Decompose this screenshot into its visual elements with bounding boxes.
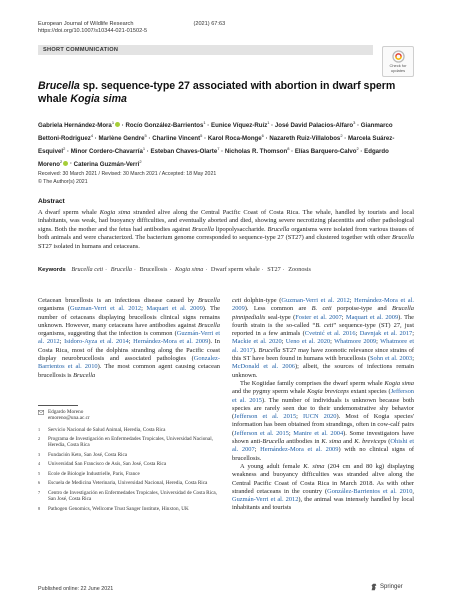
section-label: SHORT COMMUNICATION xyxy=(43,46,119,53)
keyword: ST27 xyxy=(267,266,281,273)
author[interactable]: Elías Barquero-Calvo$^2$ xyxy=(294,145,359,155)
abstract-heading: Abstract xyxy=(38,198,65,205)
keyword: Kogia sima xyxy=(174,266,204,273)
citation-link[interactable]: Whatmore 2009 xyxy=(334,338,377,346)
citation-link[interactable]: Hernández-Mora et al. 2009 xyxy=(260,446,339,454)
body-paragraph: ceti dolphin-type (Guzman-Verri et al. 2012; Hernández-Mora et al. 2009). Less common are B. ceti porpoise-type and Brucella pinnipedialis seal-type (Foster et al. 2007; Maquart et al. 2009). The fourth strain is the so-called “B. ceti” sequence-type (ST) 27, just reported in a few animals (Cvetnić et al. 2016; Davnjak et al. 2017; Mackie et al. 2020; Ueno et al. 2020; Whatmore 2009; Whatmore et al. 2017). Brucella ST27 may have zoonotic relevance since strains of this ST have been found in humans with brucellosis (Sohn et al. 2003; McDonald et al. 2006); albeit, the sources of infections remain unknown. xyxy=(232,297,415,379)
affiliation-item: 2 Programa de Investigación en Enfermedades Tropicales, Universidad Nacional, Heredia, Costa Rica xyxy=(38,436,213,449)
author[interactable]: Rocío González-Barrientos$^1$ xyxy=(125,120,206,130)
citation-link[interactable]: IUCN 2020 xyxy=(303,413,337,421)
citation-link[interactable]: González-Barrientos et al. 2010 xyxy=(327,487,413,495)
affiliation-item: 8 Pathogen Genomics, Wellcome Trust Sanger Institute, Hinxton, UK xyxy=(38,505,189,512)
citation-link[interactable]: Cvetnić et al. 2016 xyxy=(304,330,356,338)
author[interactable]: Gianmarco Bettoni-Rodriguez$^4$ xyxy=(38,122,393,142)
author[interactable]: Nazareth Ruiz-Villalobos$^2$ xyxy=(269,132,343,142)
citation-link[interactable]: Maquart et al. 2009 xyxy=(146,305,203,313)
citation-link[interactable]: Ohishi et al. 2007 xyxy=(232,438,414,454)
citation-link[interactable]: Manire et al. 2004 xyxy=(293,429,344,437)
article-dates xyxy=(38,171,216,186)
copyright: © The Author(s) 2021 xyxy=(38,178,88,185)
affiliation-item: 7 Centro de Investigación en Enfermedades Tropicales, Universidad de Costa Rica, San José, Costa Rica xyxy=(38,489,217,503)
citation-link[interactable]: Guzmán-Verri et al. 2012 xyxy=(38,330,220,346)
citation-link[interactable]: Guzmán-Verri et al. 2012 xyxy=(232,496,299,504)
citation-link[interactable]: Davnjak et al. 2017 xyxy=(359,330,413,338)
orcid-icon[interactable] xyxy=(63,161,68,166)
body-paragraph: The Kogiidae family comprises the dwarf sperm whale Kogia sima and the pygmy sperm whale Kogia breviceps extant species (Jefferson et al. 2015). The number of individuals is unknown because both species are rarely seen due to their undemonstrative shy behavior (Jefferson et al. 2015; IUCN 2020). Most of Kogia species' information has been obtained from strandings, often in cow-calf pairs (Jefferson et al. 2015; Manire et al. 2004). Some investigators have shown anti-Brucella antibodies in K. sima and K. breviceps (Ohishi et al. 2007; Hernández-Mora et al. 2009) with no clinical signs of brucellosis. xyxy=(232,379,415,462)
body-column-left xyxy=(38,297,220,380)
author[interactable]: Charline Vincent$^5$ xyxy=(152,132,203,142)
citation-link[interactable]: Mackie et al. 2020 xyxy=(232,338,282,346)
keyword: Brucella xyxy=(110,266,133,273)
affiliation-item: 5 Ecole de Biologie Industrielle, Paris, France xyxy=(38,470,140,477)
citation-link[interactable]: Maquart et al. 2009 xyxy=(345,313,399,321)
citation-link[interactable]: Foster et al. 2007 xyxy=(295,313,342,321)
keywords: Keywords Brucella ceti · Brucella · Brucellosis · Kogia sima · Dwarf sperm whale · ST27 · Zoonosis xyxy=(38,266,311,273)
body-column-right xyxy=(232,297,414,513)
keyword: Brucellosis xyxy=(139,266,168,273)
body-paragraph: Cetacean brucellosis is an infectious disease caused by Brucella organisms (Guzman-Verri et al. 2012; Maquart et al. 2009). The number of cetaceans displaying brucellosis clinical signs remains unknown. However, many cetaceans have antibodies against Brucella organisms, suggesting that the infection is common (Guzmán-Verri et al. 2012; Isidoro-Ayza et al. 2014; Hernández-Mora et al. 2009). In Costa Rica, most of the dolphins stranding along the Pacific coast display neurobrucellosis and associated pathologies (Gonzalez-Barrientos et al. 2010). The most common agent causing cetacean brucellosis is Brucella xyxy=(38,297,221,379)
author[interactable]: Marlène Gendre$^5$ xyxy=(98,132,147,142)
citation-link[interactable]: Jefferson et al. 2015 xyxy=(234,429,289,437)
publisher-logo xyxy=(370,583,403,591)
publisher-name: Springer xyxy=(380,584,403,590)
author[interactable]: Caterina Guzmán-Verri$^2$ xyxy=(73,158,142,168)
citation-link[interactable]: Sohn et al. 2003 xyxy=(370,355,413,363)
keyword: Dwarf sperm whale xyxy=(210,266,260,273)
author[interactable]: Marcela Suárez-Esquivel$^2$ xyxy=(38,134,395,155)
article-title: Brucella sp. sequence-type 27 associated with abortion in dwarf sperm whale Kogia sima xyxy=(38,80,396,105)
author[interactable]: José David Palacios-Alfaro$^3$ xyxy=(274,120,356,130)
corresponding-email[interactable]: emoreno@una.ac.cr xyxy=(48,415,90,422)
check-for-updates-icon xyxy=(392,50,405,63)
journal-name: European Journal of Wildlife Research xyxy=(38,21,134,27)
keyword: Zoonosis xyxy=(288,266,311,273)
author[interactable]: Eunice Víquez-Ruíz$^1$ xyxy=(211,120,270,130)
check-for-updates-badge[interactable] xyxy=(382,46,414,77)
citation-link[interactable]: Guzman-Verri et al. 2012 xyxy=(69,305,142,313)
affiliation-item: 1 Servicio Nacional de Salud Animal, Heredia, Costa Rica xyxy=(38,426,166,433)
journal-header xyxy=(38,21,225,35)
author[interactable]: Minor Cordero-Chavarría$^1$ xyxy=(70,145,146,155)
citation-link[interactable]: Isidoro-Ayza et al. 2014 xyxy=(64,338,129,346)
keyword: Brucella ceti xyxy=(71,266,104,273)
author[interactable]: Nicholas R. Thomson$^8$ xyxy=(224,145,290,155)
journal-volume: (2021) 67:63 xyxy=(193,21,226,27)
affiliations-footnotes xyxy=(38,409,220,515)
journal-doi[interactable]: https://doi.org/10.1007/s10344-021-01502-5 xyxy=(38,28,148,34)
citation-link[interactable]: Whatmore et al. 2017 xyxy=(232,338,414,354)
author-list: Gabriela Hernández-Mora$^1$ · Rocío González-Barrientos$^1$ · Eunice Víquez-Ruíz$^1$ · José David Palacios-Alfaro$^3$ · Gianmarco Bettoni-Rodriguez$^4$ · Marlène Gendre$^5$ · Charline Vincent$^5$ · Karol Roca-Monge$^6$ · Nazareth Ruiz-Villalobos$^2$ · Marcela Suárez-Esquivel$^2$ · Minor Cordero-Chavarría$^1$ · Esteban Chaves-Olarte$^7$ · Nicholas R. Thomson$^8$ · Elías Barquero-Calvo$^2$ · Edgardo Moreno$^2$ · Caterina Guzmán-Verri$^2$ xyxy=(38,120,395,168)
citation-link[interactable]: Jefferson et al. 2015 xyxy=(234,413,297,421)
citation-link[interactable]: Jefferson et al. 2015 xyxy=(232,388,414,404)
springer-horse-icon xyxy=(370,583,378,591)
published-date: Published online: 22 June 2021 xyxy=(38,586,114,592)
envelope-icon xyxy=(38,410,44,415)
affiliation-item: 3 Fundación Keto, San José, Costa Rica xyxy=(38,451,128,458)
keywords-label: Keywords xyxy=(38,267,66,273)
citation-link[interactable]: Ueno et al. 2020 xyxy=(285,338,331,346)
badge-line-2: updates xyxy=(390,67,406,73)
footnote-divider xyxy=(38,405,78,406)
citation-link[interactable]: Hernández-Mora et al. 2009 xyxy=(133,338,209,346)
affiliation-item: 4 Universidad San Francisco de Asís, San José, Costa Rica xyxy=(38,461,167,468)
corresponding-author xyxy=(38,409,220,422)
citation-link[interactable]: Guzman-Verri et al. 2012 xyxy=(281,297,350,304)
orcid-icon[interactable] xyxy=(115,122,120,127)
badge-line-1: Check for xyxy=(389,63,407,68)
author[interactable]: Karol Roca-Monge$^6$ xyxy=(207,132,264,142)
author[interactable]: Edgardo Moreno$^2$ xyxy=(38,147,389,168)
section-label-bar xyxy=(38,45,373,55)
history-dates: Received: 30 March 2021 / Revised: 30 March 2021 / Accepted: 18 May 2021 xyxy=(38,171,217,177)
abstract-text: A dwarf sperm whale Kogia sima stranded alive along the Central Pacific Coast of Costa Rica. The whale, handled by tourists and local inhabitants, was weak, had buoyancy difficulties, and eventually aborted and died, showing severe necrotizing placentitis and other pathological signs. Both the mother and the fetus had antibodies against Brucella lipopolysaccharide. Brucella organisms were isolated from various tissues of both animals and were characterized. The bacterium genome corresponded to sequence-type 27 (ST27) and clustered together with other Brucella ST27 isolated in humans and cetaceans. xyxy=(38,209,415,250)
author[interactable]: Gabriela Hernández-Mora$^1$ xyxy=(38,122,120,129)
affiliation-item: 6 Escuela de Medicina Veterinaria, Universidad Nacional, Heredia, Costa Rica xyxy=(38,480,208,487)
author[interactable]: Esteban Chaves-Olarte$^7$ xyxy=(150,145,220,155)
citation-link[interactable]: Gonzalez-Barrientos et al. 2010 xyxy=(38,355,220,371)
body-paragraph: A young adult female K. sima (204 cm and 80 kg) displaying weakness and buoyancy difficulties was stranded alive along the Central Pacific Coast of Costa Rica in March 2018. As with other stranded cetaceans in the country (González-Barrientos et al. 2010, Guzmán-Verri et al. 2012), the animal was intensely handled by local inhabitants and tourists xyxy=(232,462,414,512)
citation-link[interactable]: McDonald et al. 2006 xyxy=(232,363,295,371)
citation-link[interactable]: Hernández-Mora et al. 2009 xyxy=(232,297,415,313)
corresponding-name: Edgardo Moreno xyxy=(48,409,84,415)
